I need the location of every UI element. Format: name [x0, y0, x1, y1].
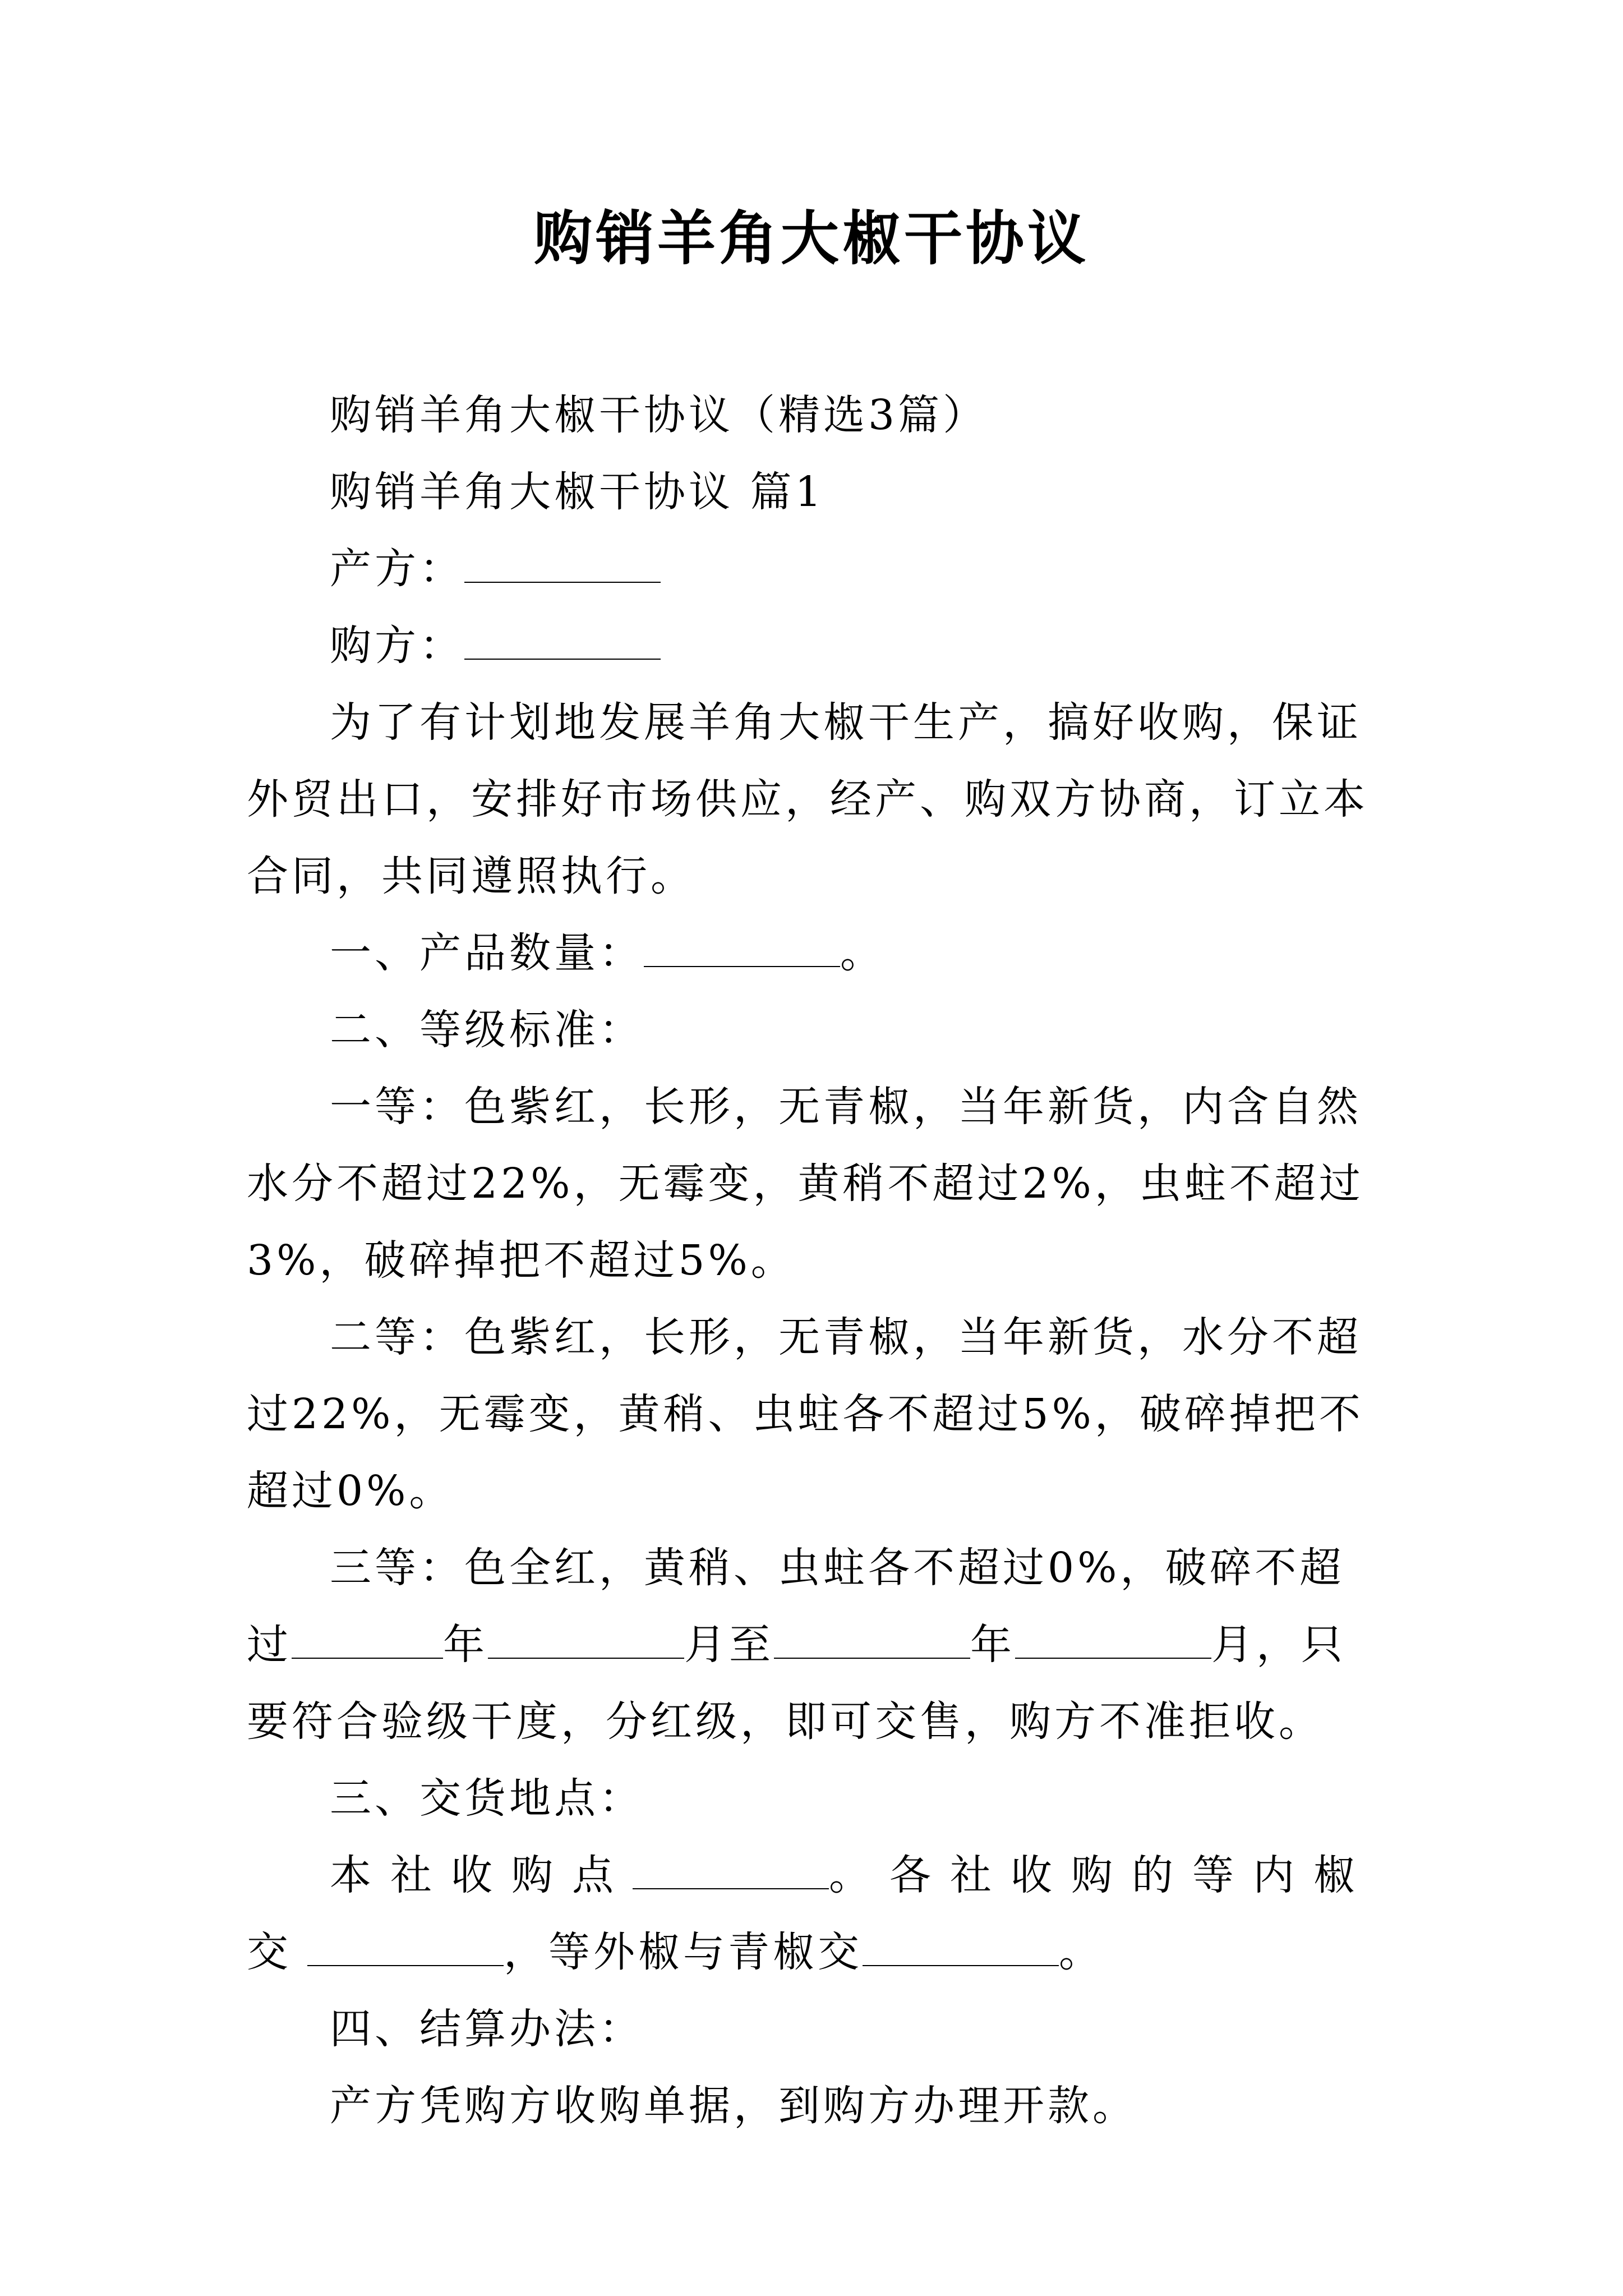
document-title: 购销羊角大椒干协议 [533, 204, 1089, 273]
producer-label: 产方： [330, 545, 464, 593]
quantity-blank [644, 933, 840, 967]
subtitle-paragraph: 购销羊角大椒干协议（精选3篇） [330, 391, 988, 439]
grade-three-text: 三等：色全红，黄稍、虫蛀各不超过0%，破碎不超过 [247, 1544, 1345, 1669]
buyer-blank [464, 626, 661, 660]
settlement-heading: 四、结算办法： [330, 2005, 644, 2053]
document-body [247, 377, 1374, 2145]
producer-blank [464, 549, 661, 583]
buyer-line [247, 608, 1374, 684]
month-label-2: 月，只要符合验级干度，分红级，即可交售，购方不准拒收。 [247, 1621, 1346, 1746]
buyer-label: 购方： [330, 622, 464, 670]
month-label-1: 月至 [684, 1621, 774, 1669]
section-heading: 购销羊角大椒干协议 篇1 [330, 468, 825, 516]
delivery-heading: 三、交货地点： [330, 1774, 644, 1823]
grade-one-paragraph: 一等：色紫红，长形，无青椒，当年新货，内含自然水分不超过22%，无霉变，黄稍不超过2%，虫蛀不超过3%，破碎掉把不超过5%。 [247, 1083, 1364, 1285]
delivery-paragraph [247, 1837, 1374, 1991]
quantity-line [247, 915, 1374, 992]
year-label-2: 年 [970, 1621, 1015, 1669]
month-blank-1 [488, 1625, 684, 1659]
quantity-end: 。 [840, 929, 885, 977]
delivery-text-c: ，等外椒与青椒交 [504, 1928, 863, 1976]
delivery-blank-3 [863, 1932, 1059, 1966]
settlement-paragraph: 产方凭购方收购单据，到购方办理开款。 [330, 2082, 1137, 2130]
intro-paragraph: 为了有计划地发展羊角大椒干生产，搞好收购，保证外贸出口，安排好市场供应，经产、购双方协商，订立本合同，共同遵照执行。 [247, 698, 1368, 900]
delivery-text-b: 。各社收购的等内椒交 [247, 1851, 1374, 1976]
month-blank-2 [1015, 1625, 1211, 1659]
delivery-text-d: 。 [1059, 1928, 1104, 1976]
year-blank-1 [292, 1625, 443, 1659]
year-label-1: 年 [443, 1621, 488, 1669]
delivery-blank-2 [307, 1932, 504, 1966]
delivery-text-a: 本社收购点 [330, 1851, 633, 1899]
grade-three-paragraph [247, 1530, 1374, 1760]
delivery-blank-1 [633, 1856, 829, 1889]
quantity-label: 一、产品数量： [330, 929, 644, 977]
grade-heading: 二、等级标准： [330, 1006, 644, 1054]
grade-two-paragraph: 二等：色紫红，长形，无青椒，当年新货，水分不超过22%，无霉变，黄稍、虫蛀各不超过5%，破碎掉把不超过0%。 [247, 1313, 1364, 1515]
producer-line [247, 531, 1374, 608]
year-blank-2 [774, 1625, 970, 1659]
